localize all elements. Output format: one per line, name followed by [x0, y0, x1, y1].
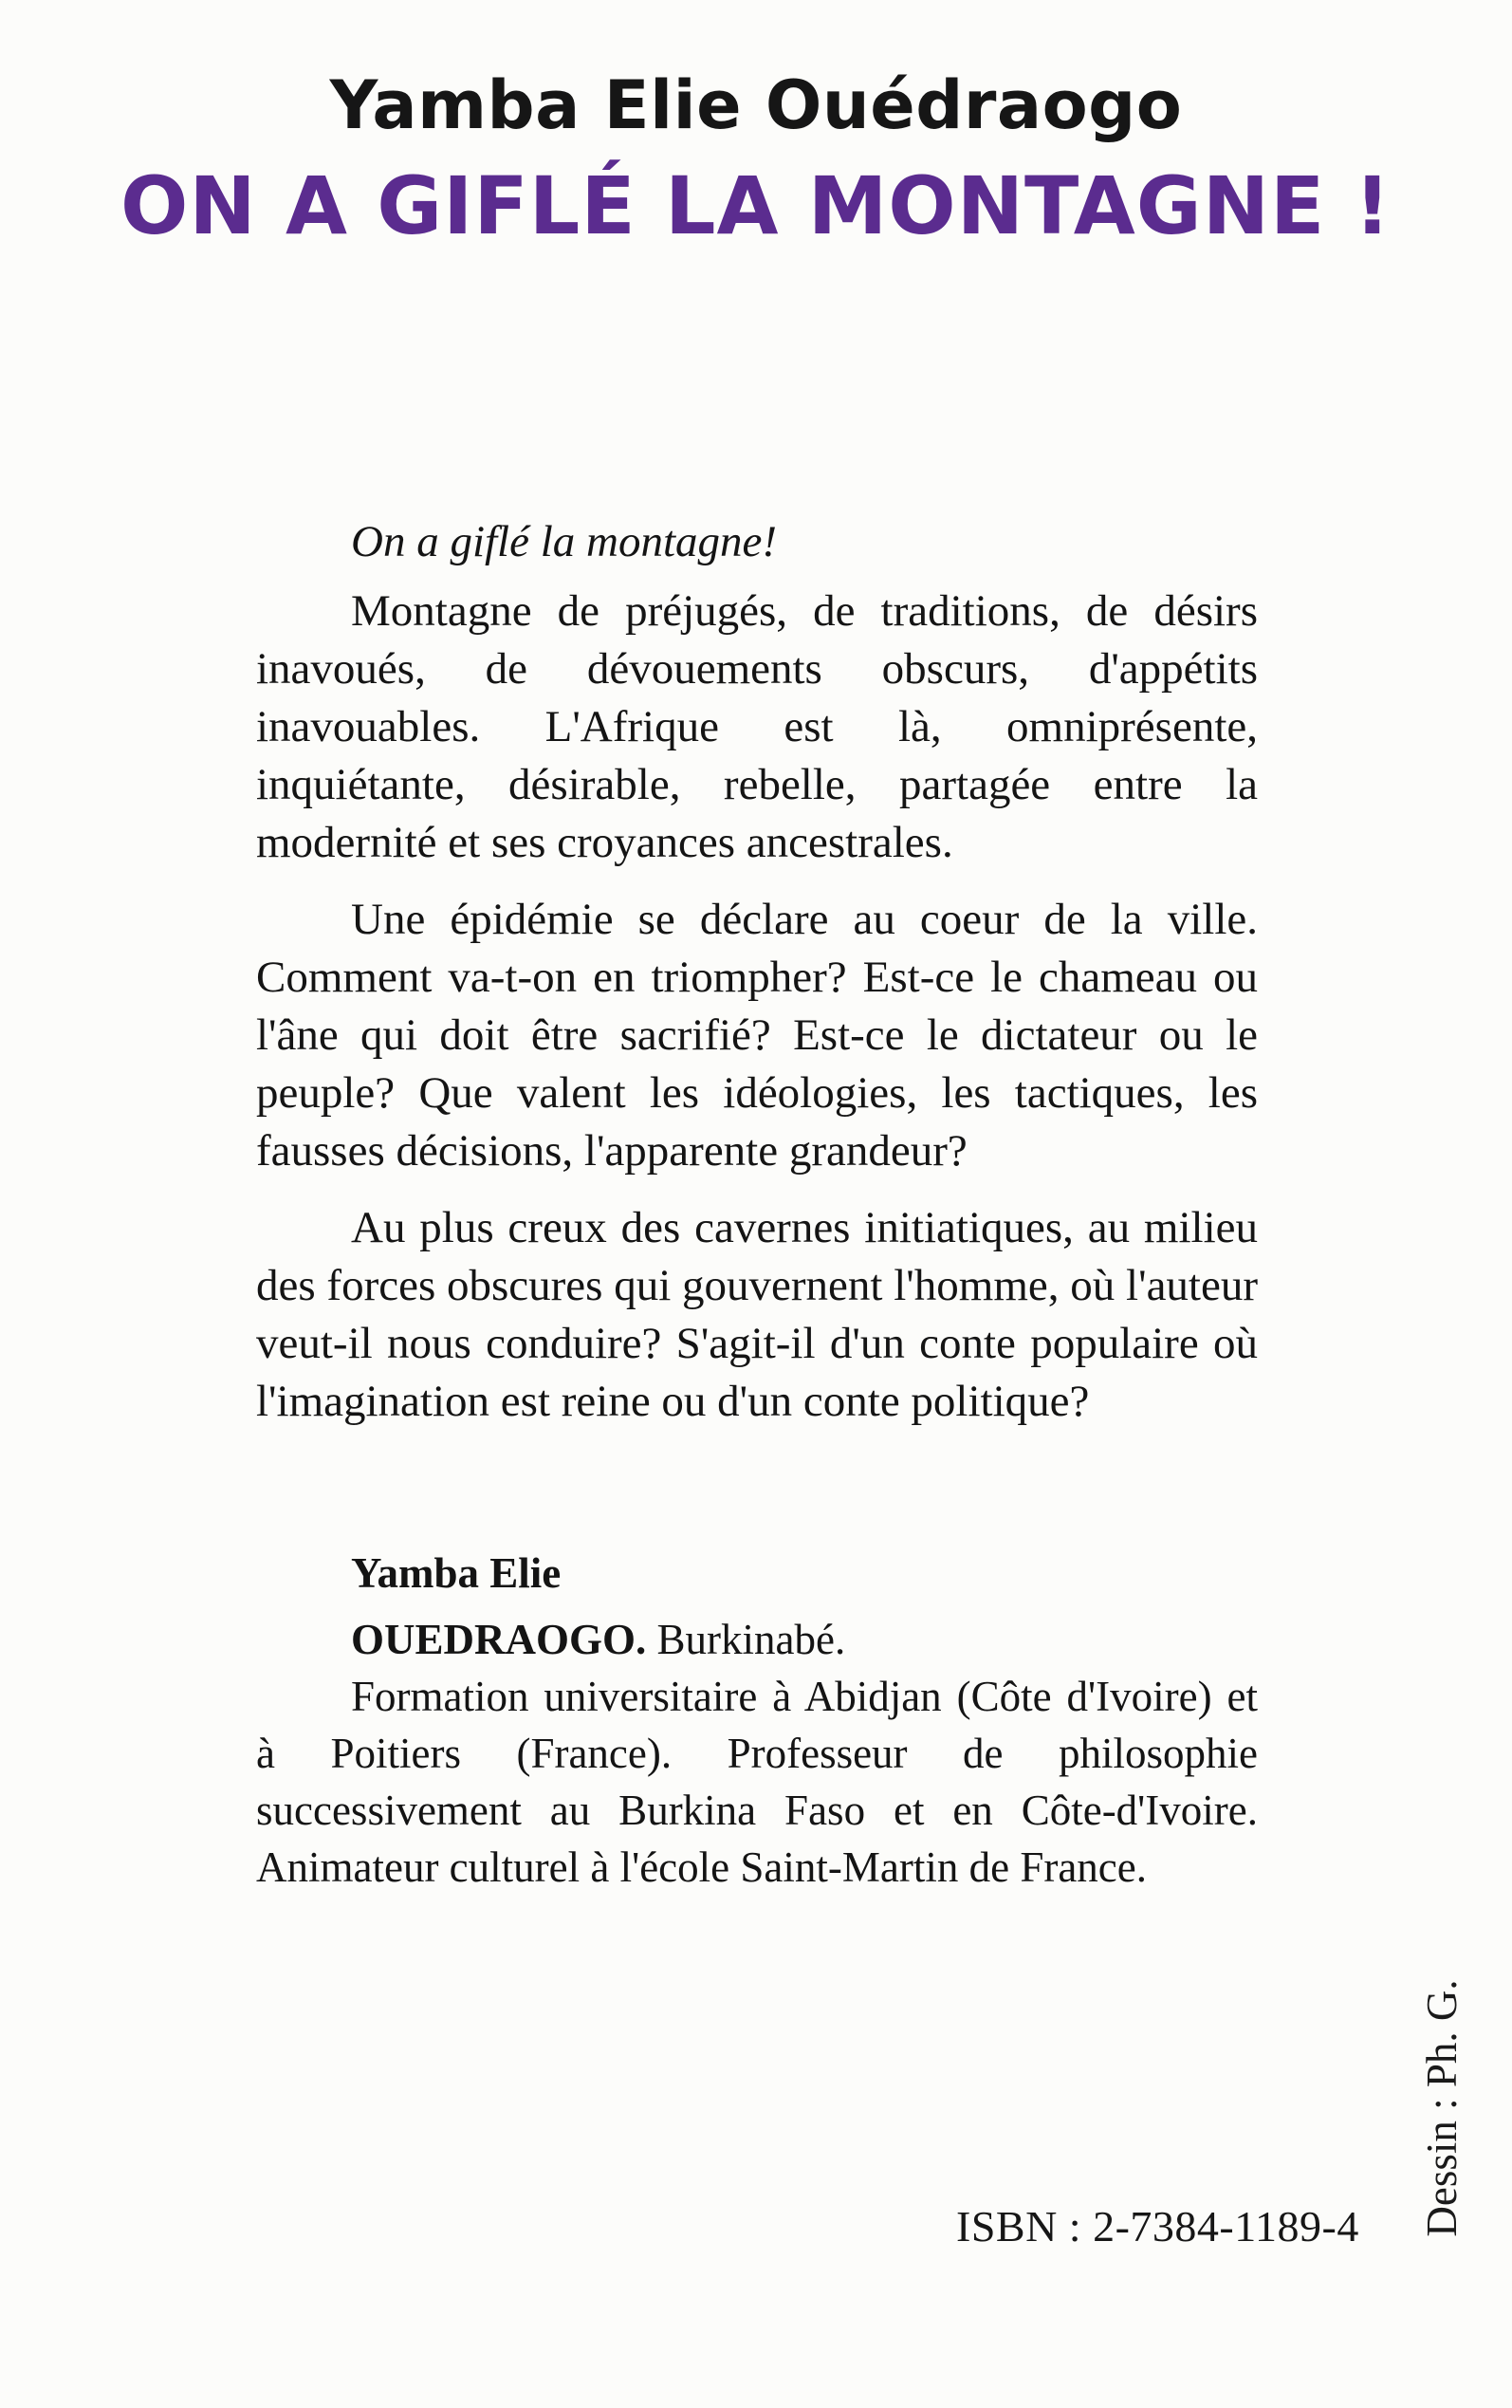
author-bio-block — [256, 1545, 1258, 1896]
bio-text: Formation universitaire à Abidjan (Côte d'Ivoire) et à Poitiers (France). Professeur de philosophie successivement au Burkina Faso et en Côte-d'Ivoire. Animateur culturel à l'école Saint-Martin de France. — [256, 1673, 1258, 1891]
bio-first-name: Yamba Elie — [351, 1549, 562, 1597]
bio-surname: OUEDRAOGO. — [351, 1616, 647, 1663]
isbn-text: ISBN : 2-7384-1189-4 — [956, 2202, 1359, 2251]
bio-nationality: Burkinabé. — [646, 1616, 846, 1663]
bio-surname-line — [256, 1611, 1258, 1668]
synopsis-paragraph-2: Une épidémie se déclare au coeur de la ville. Comment va-t-on en triompher? Est-ce le chameau ou l'âne qui doit être sacrifié? Est-ce le dictateur ou le peuple? Que valent les idéologies, les tactiques, les fausses décisions, l'apparente grandeur? — [256, 895, 1258, 1176]
synopsis-paragraph-3: Au plus creux des cavernes initiatiques, au milieu des forces obscures qui gouvernent l'homme, où l'auteur veut-il nous conduire? S'agit-il d'un conte populaire où l'imagination est reine ou d'un conte politique? — [256, 1203, 1258, 1426]
lead-quote: On a giflé la montagne! — [351, 517, 778, 566]
book-title: ON A GIFLÉ LA MONTAGNE ! — [120, 159, 1392, 252]
author-heading: Yamba Elie Ouédraogo — [329, 66, 1183, 144]
synopsis-block — [256, 513, 1258, 1431]
synopsis-paragraph-1: Montagne de préjugés, de traditions, de désirs inavoués, de dévouements obscurs, d'appétits inavouables. L'Afrique est là, omniprésente, inquiétante, désirable, rebelle, partagée entre la modernité et ses croyances ancestrales. — [256, 586, 1258, 867]
drawing-credit: Dessin : Ph. G. — [1418, 1979, 1466, 2237]
